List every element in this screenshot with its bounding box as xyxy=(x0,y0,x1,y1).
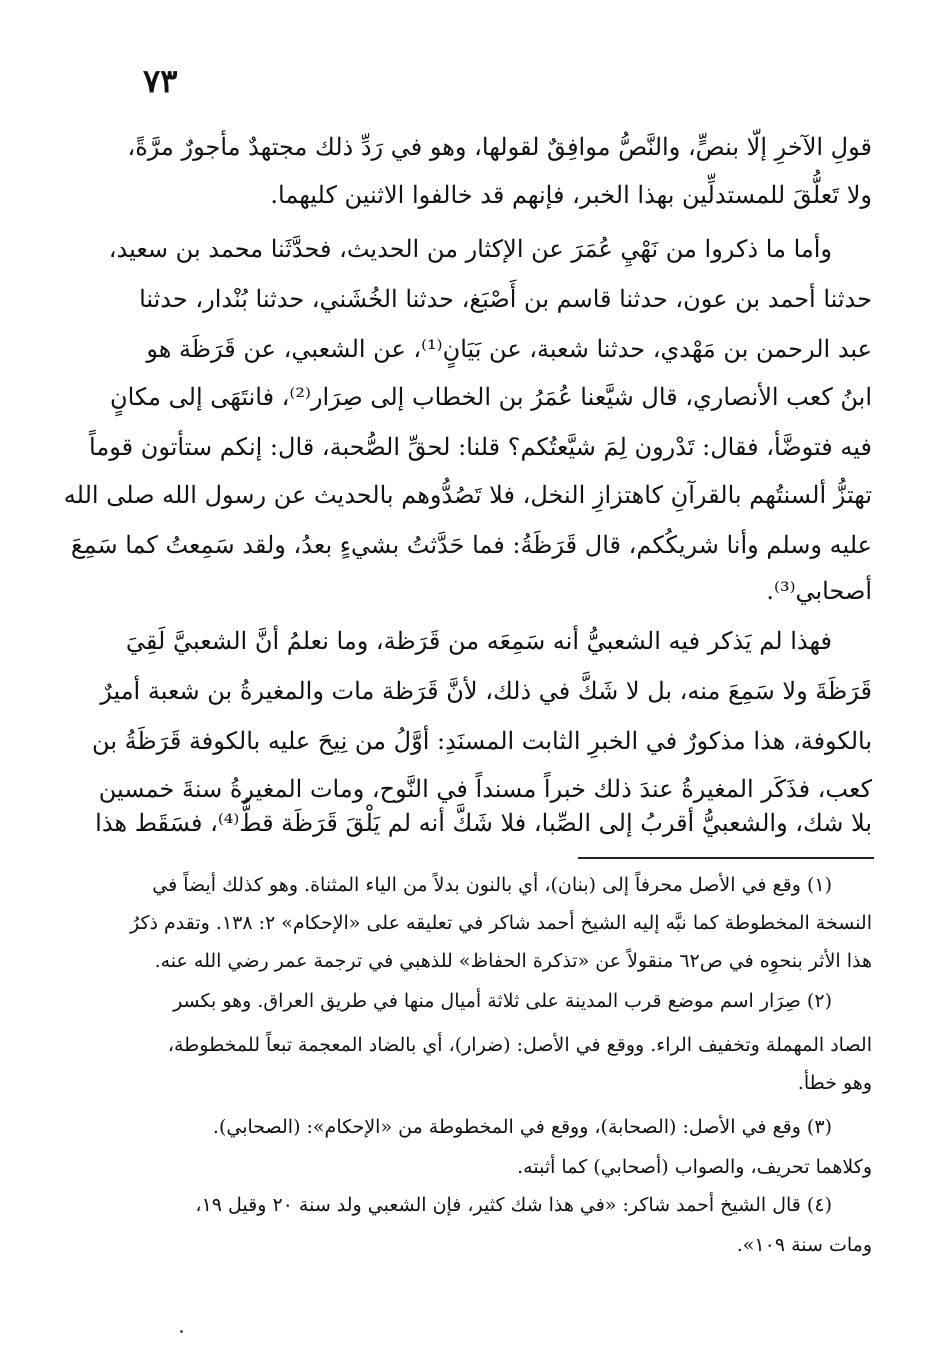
scan-speck xyxy=(180,1330,183,1333)
footnote-line: (٢) صِرَار اسم موضع قرب المدينة على ثلاثة أميال منها في طريق العراق. وهو بكسر xyxy=(173,990,832,1012)
text-line: قَرَظَةَ ولا سَمِعَ منه، بل لا شَكَّ في ذلك، لأنَّ قَرَظة مات والمغيرةُ بن شعبة أميرٌ xyxy=(100,677,872,705)
text-line: وأما ما ذكروا من نَهْيِ عُمَرَ عن الإكثار من الحديث، فحدَّثَنا محمد بن سعيد، xyxy=(108,235,832,263)
text-line: عبد الرحمن بن مَهْدي، حدثنا شعبة، عن بَيَانٍ⁽¹⁾، عن الشعبي، عن قَرَظَة هو xyxy=(146,335,872,363)
footnote-line: (٤) قال الشيخ أحمد شاكر: «في هذا شك كثير، فإن الشعبي ولد سنة ٢٠ وقيل ١٩، xyxy=(195,1194,832,1216)
text-line: كعب، فذَكَر المغيرةُ عندَ ذلك خبراً مسنداً في النَّوح، ومات المغيرةُ سنةَ خمسين xyxy=(98,775,872,803)
text-line: فيه فتوضَّأ، فقال: تَدْرون لِمَ شيَّعتُكم؟ قلنا: لحقِّ الصُّحبة، قال: إنكم ستأتون قوماً xyxy=(89,433,872,461)
footnote-line: وكلاهما تحريف، والصواب (أصحابي) كما أثبته. xyxy=(517,1156,872,1178)
text-line: حدثنا أحمد بن عون، حدثنا قاسم بن أَصْبَغ، حدثنا الخُشَني، حدثنا بُنْدار، حدثنا xyxy=(139,285,872,313)
footnote-line: الصاد المهملة وتخفيف الراء. ووقع في الأصل: (ضرار)، أي بالضاد المعجمة تبعاً للمخطوطة، xyxy=(167,1034,872,1056)
footnote-line: (١) وقع في الأصل محرفاً إلى (بنان)، أي بالنون بدلاً من الياء المثناة. وهو كذلك أيضاً في xyxy=(152,874,832,896)
footnote-line: (٣) وقع في الأصل: (الصحابة)، ووقع في المخطوطة من «الإحكام»: (الصحابي). xyxy=(212,1116,832,1138)
text-line: تهتزُّ ألسنتُهم بالقرآنِ كاهتزازِ النخل، فلا تَصُدُّوهم بالحديث عن رسول الله صلى الله xyxy=(63,481,872,509)
footnote-divider xyxy=(578,857,874,859)
main-text xyxy=(63,118,872,838)
footnote-line: ومات سنة ١٠٩». xyxy=(736,1234,872,1256)
footnote-line: النسخة المخطوطة كما نبَّه إليه الشيخ أحمد شاكر في تعليقه على «الإحكام» ٢: ١٣٨. وتقدم ذكرُ xyxy=(130,912,872,934)
text-line: أصحابي⁽³⁾. xyxy=(766,577,872,605)
text-line: قولِ الآخرِ إلّا بنصٍّ، والنَّصُّ موافِقٌ لقولها، وهو في رَدِّ ذلك مجتهدٌ مأجورٌ مرَّةً، xyxy=(127,133,872,161)
text-line: فهذا لم يَذكر فيه الشعبيُّ أنه سَمِعَه من قَرَظة، وما نعلمُ أنَّ الشعبيَّ لَقِيَ xyxy=(125,627,832,655)
text-line: ولا تَعلُّقَ للمستدلِّين بهذا الخبر، فإنهم قد خالفوا الاثنين كليهما. xyxy=(270,181,872,209)
page-number: ٧٣ xyxy=(143,62,178,100)
footnotes xyxy=(128,866,872,1264)
footnote-line: هذا الأثر بنحوِه في ص٦٢ منقولاً عن «تذكرة الحفاظ» للذهبي في ترجمة عمر رضي الله عنه. xyxy=(154,950,872,972)
text-line: عليه وسلم وأنا شريكُكم، قال قَرَظَةُ: فما حَدَّثتُ بشيءٍ بعدُ، ولقد سَمِعتُ كما سَمِعَ xyxy=(70,531,872,559)
footnote-line: وهو خطأ. xyxy=(797,1072,872,1094)
text-line: بالكوفة، هذا مذكورٌ في الخبرِ الثابت المسنَدِ: أوَّلُ من نِيحَ عليه بالكوفة قَرَظَةُ بن xyxy=(92,727,872,755)
text-line: بلا شك، والشعبيُّ أقربُ إلى الصِّبا، فلا شَكَّ أنه لم يَلْقَ قَرَظَة قطُّ⁽⁴⁾، فسَقَط هذا xyxy=(95,809,872,837)
text-line: ابنُ كعب الأنصاري، قال شيَّعنا عُمَرُ بن الخطاب إلى صِرَار⁽²⁾، فانتَهَى إلى مكانٍ xyxy=(109,383,872,411)
